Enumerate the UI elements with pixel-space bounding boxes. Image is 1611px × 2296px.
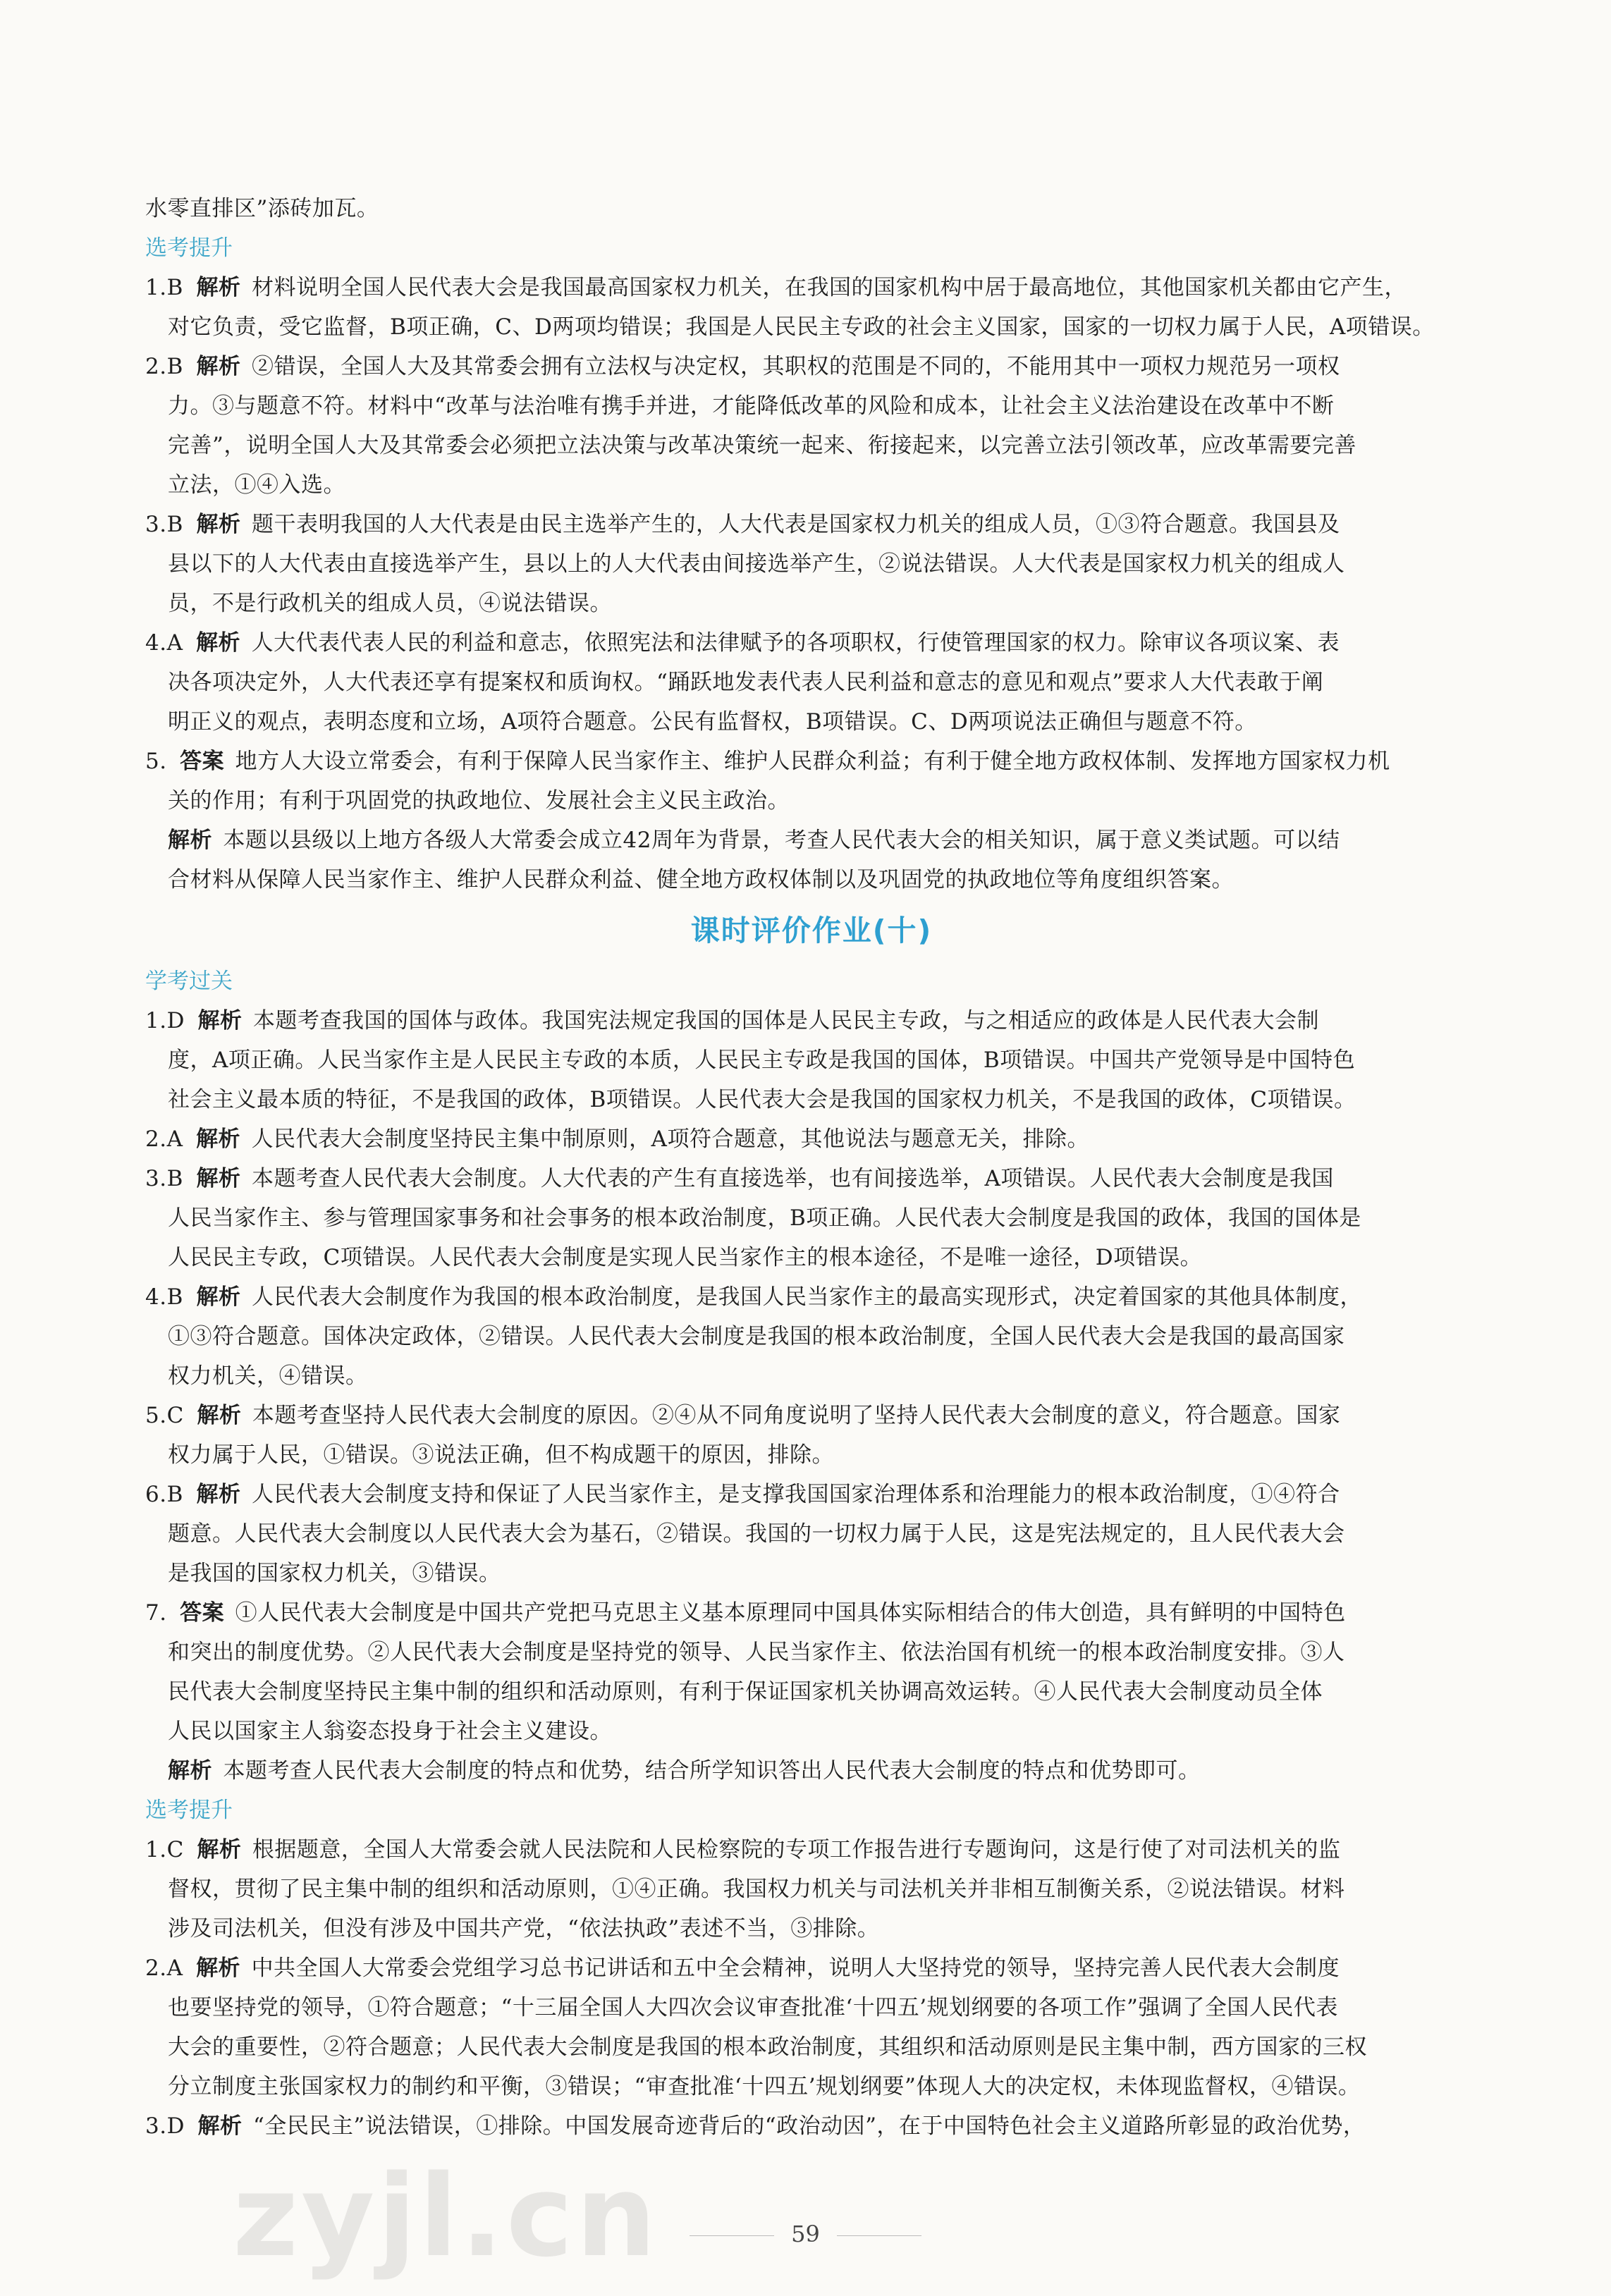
answer-item [145, 1948, 1478, 1988]
question-number: 7. [145, 1600, 167, 1626]
text-line: 关的作用；有利于巩固党的执政地位、发展社会主义民主政治。 [168, 788, 790, 814]
answer-text: 人民代表大会制度作为我国的根本政治制度，是我国人民当家作主的最高实现形式，决定着国家的其他具体制度， [251, 1284, 1362, 1310]
text-line: 和突出的制度优势。②人民代表大会制度是坚持党的领导、人民当家作主、依法治国有机统一的根本政治制度安排。③人 [168, 1640, 1345, 1665]
page-number: 59 [791, 2221, 820, 2247]
question-number: 1.B [145, 275, 183, 300]
answer-item [145, 2106, 1478, 2146]
footer-rule-left [690, 2235, 774, 2236]
answer-label: 解析 [196, 630, 241, 656]
question-number: 5. [145, 749, 167, 774]
answer-label: 解析 [196, 1482, 241, 1507]
question-number: 3.B [145, 512, 183, 537]
answer-item [145, 505, 1478, 544]
question-number: 2.B [145, 354, 183, 379]
watermark: zyjl.cn [233, 2150, 659, 2282]
answer-text: 人民代表大会制度支持和保证了人民当家作主，是支撑我国国家治理体系和治理能力的根本政治制度，①④符合 [251, 1482, 1340, 1507]
answer-text: 中共全国人大常委会党组学习总书记讲话和五中全会精神，说明人大坚持党的领导，坚持完善人民代表大会制度 [251, 1956, 1340, 1981]
answer-label: 解析 [197, 1008, 243, 1033]
text-line: 是我国的国家权力机关，③错误。 [168, 1561, 501, 1586]
answer-item [145, 742, 1478, 781]
answer-text: 根据题意，全国人大常委会就人民法院和人民检察院的专项工作报告进行专题询问，这是行使了对司法机关的监 [252, 1837, 1341, 1862]
question-number: 4.A [145, 630, 183, 656]
text-line: 民代表大会制度坚持民主集中制的组织和活动原则，有利于保证国家机关协调高效运转。④人民代表大会制度动员全体 [168, 1679, 1323, 1705]
question-number: 5.C [145, 1403, 184, 1428]
answer-item [145, 1396, 1478, 1435]
analysis-label: 解析 [168, 1758, 212, 1784]
analysis-text: 本题考查人民代表大会制度的特点和优势，结合所学知识答出人民代表大会制度的特点和优势即可。 [223, 1758, 1201, 1784]
assignment-title: 课时评价作业(十) [690, 914, 933, 947]
answer-label: 解析 [196, 1956, 241, 1981]
answer-text: 本题考查坚持人民代表大会制度的原因。②④从不同角度说明了坚持人民代表大会制度的意义，符合题意。国家 [252, 1403, 1341, 1428]
text-line: 县以下的人大代表由直接选举产生，县以上的人大代表由间接选举产生，②说法错误。人大代表是国家权力机关的组成人 [168, 551, 1345, 577]
answer-label: 解析 [197, 1403, 242, 1428]
text-line: 督权，贯彻了民主集中制的组织和活动原则，①④正确。我国权力机关与司法机关并非相互制衡关系，②说法错误。材料 [168, 1877, 1345, 1902]
answer-label: 解析 [197, 1837, 242, 1862]
text-line: 社会主义最本质的特征，不是我国的政体，B项错误。人民代表大会是我国的国家权力机关，不是我国的政体，C项错误。 [168, 1087, 1356, 1112]
question-number: 6.B [145, 1482, 183, 1507]
text-line: 题意。人民代表大会制度以人民代表大会为基石，②错误。我国的一切权力属于人民，这是宪法规定的，且人民代表大会 [168, 1521, 1345, 1547]
answer-text: 本题考查人民代表大会制度。人大代表的产生有直接选举，也有间接选举，A项错误。人民代表大会制度是我国 [251, 1166, 1334, 1191]
text-line: 涉及司法机关，但没有涉及中国共产党，“依法执政”表述不当，③排除。 [168, 1916, 880, 1941]
answer-item [145, 1001, 1478, 1040]
text-line: 力。③与题意不符。材料中“改革与法治唯有携手并进，才能降低改革的风险和成本，让社会主义法治建设在改革中不断 [168, 393, 1335, 419]
question-number: 1.C [145, 1837, 184, 1862]
answer-label: 解析 [196, 275, 241, 300]
text-line: 权力属于人民，①错误。③说法正确，但不构成题干的原因，排除。 [168, 1442, 834, 1468]
section-heading: 选考提升 [145, 1798, 233, 1823]
answer-label: 解析 [196, 354, 241, 379]
question-number: 3.B [145, 1166, 183, 1191]
answer-item [145, 1593, 1478, 1633]
text-line: 员，不是行政机关的组成人员，④说法错误。 [168, 591, 612, 616]
text-line: 人民当家作主、参与管理国家事务和社会事务的根本政治制度，B项正确。人民代表大会制度是我国的政体，我国的国体是 [168, 1205, 1361, 1231]
answer-item [145, 347, 1478, 386]
text-line: 人民民主专政，C项错误。人民代表大会制度是实现人民当家作主的根本途径，不是唯一途径，D项错误。 [168, 1245, 1203, 1270]
analysis-label: 解析 [168, 828, 212, 853]
text-line: 也要坚持党的领导，①符合题意；“十三届全国人大四次会议审查批准‘十四五’规划纲要的各项工作”强调了全国人民代表 [168, 1995, 1338, 2020]
answer-item [145, 623, 1478, 663]
section-heading: 学考过关 [145, 969, 233, 994]
text-line: 对它负责，受它监督，B项正确，C、D两项均错误；我国是人民民主专政的社会主义国家，国家的一切权力属于人民，A项错误。 [168, 314, 1435, 340]
answer-text: ①人民代表大会制度是中国共产党把马克思主义基本原理同中国具体实际相结合的伟大创造，具有鲜明的中国特色 [235, 1600, 1346, 1626]
answer-item [145, 1277, 1478, 1317]
analysis-text: 本题以县级以上地方各级人大常委会成立42周年为背景，考查人民代表大会的相关知识，属于意义类试题。可以结 [223, 828, 1340, 853]
answer-label: 答案 [180, 749, 225, 774]
text-line: 大会的重要性，②符合题意；人民代表大会制度是我国的根本政治制度，其组织和活动原则是民主集中制，西方国家的三权 [168, 2034, 1367, 2060]
answer-text: 地方人大设立常委会，有利于保障人民当家作主、维护人民群众利益；有利于健全地方政权体制、发挥地方国家权力机 [235, 749, 1390, 774]
footer-rule-right [837, 2235, 921, 2236]
answer-text: 人民代表大会制度坚持民主集中制原则，A项符合题意，其他说法与题意无关，排除。 [251, 1126, 1089, 1152]
text-line: 分立制度主张国家权力的制约和平衡，③错误；“审查批准‘十四五’规划纲要”体现人大的决定权，未体现监督权，④错误。 [168, 2074, 1361, 2099]
section-heading: 选考提升 [145, 235, 233, 261]
text-line: 合材料从保障人民当家作主、维护人民群众利益、健全地方政权体制以及巩固党的执政地位等角度组织答案。 [168, 867, 1234, 892]
answer-label: 解析 [197, 2113, 243, 2139]
text-line: 度，A项正确。人民当家作主是人民民主专政的本质，人民民主专政是我国的国体，B项错误。中国共产党领导是中国特色 [168, 1048, 1356, 1073]
answer-label: 解析 [196, 1166, 241, 1191]
analysis-line [145, 821, 1478, 860]
text-line: 决各项决定外，人大代表还享有提案权和质询权。“踊跃地发表代表人民利益和意志的意见和观点”要求人大代表敢于阐 [168, 670, 1324, 695]
answer-item [145, 1830, 1478, 1870]
answer-label: 答案 [180, 1600, 225, 1626]
text-line: ①③符合题意。国体决定政体，②错误。人民代表大会制度是我国的根本政治制度，全国人民代表大会是我国的最高国家 [168, 1324, 1345, 1349]
answer-text: 本题考查我国的国体与政体。我国宪法规定我国的国体是人民民主专政，与之相适应的政体是人民代表大会制 [253, 1008, 1320, 1033]
answer-text: 题干表明我国的人大代表是由民主选举产生的，人大代表是国家权力机关的组成人员，①③符合题意。我国县及 [251, 512, 1340, 537]
answer-text: “全民民主”说法错误，①排除。中国发展奇迹背后的“政治动因”，在于中国特色社会主义道路所彰显的政治优势， [253, 2113, 1366, 2139]
answer-text: ②错误，全国人大及其常委会拥有立法权与决定权，其职权的范围是不同的，不能用其中一项权力规范另一项权 [251, 354, 1340, 379]
question-number: 3.D [145, 2113, 185, 2139]
answer-text: 材料说明全国人民代表大会是我国最高国家权力机关，在我国的国家机构中居于最高地位，其他国家机关都由它产生， [251, 275, 1407, 300]
answer-item [145, 1475, 1478, 1514]
question-number: 2.A [145, 1126, 183, 1152]
text-line: 明正义的观点，表明态度和立场，A项符合题意。公民有监督权，B项错误。C、D两项说法正确但与题意不符。 [168, 709, 1257, 735]
question-number: 1.D [145, 1008, 185, 1033]
analysis-line [145, 1751, 1478, 1791]
question-number: 2.A [145, 1956, 183, 1981]
answer-text: 人大代表代表人民的利益和意志，依照宪法和法律赋予的各项职权，行使管理国家的权力。除审议各项议案、表 [251, 630, 1340, 656]
text-line: 立法，①④入选。 [168, 472, 345, 498]
text-line: 权力机关，④错误。 [168, 1363, 368, 1389]
page-body [145, 189, 1478, 2146]
answer-label: 解析 [196, 1126, 241, 1152]
text-line: 完善”，说明全国人大及其常委会必须把立法决策与改革决策统一起来、衔接起来，以完善立法引领改革，应改革需要完善 [168, 433, 1356, 458]
text-line: 人民以国家主人翁姿态投身于社会主义建设。 [168, 1719, 612, 1744]
answer-label: 解析 [196, 512, 241, 537]
answer-label: 解析 [196, 1284, 241, 1310]
page-number-footer [0, 2221, 1611, 2247]
question-number: 4.B [145, 1284, 183, 1310]
answer-item [145, 268, 1478, 307]
answer-item [145, 1159, 1478, 1198]
answer-item [145, 1119, 1478, 1159]
text-line: 水零直排区”添砖加瓦。 [145, 196, 379, 221]
